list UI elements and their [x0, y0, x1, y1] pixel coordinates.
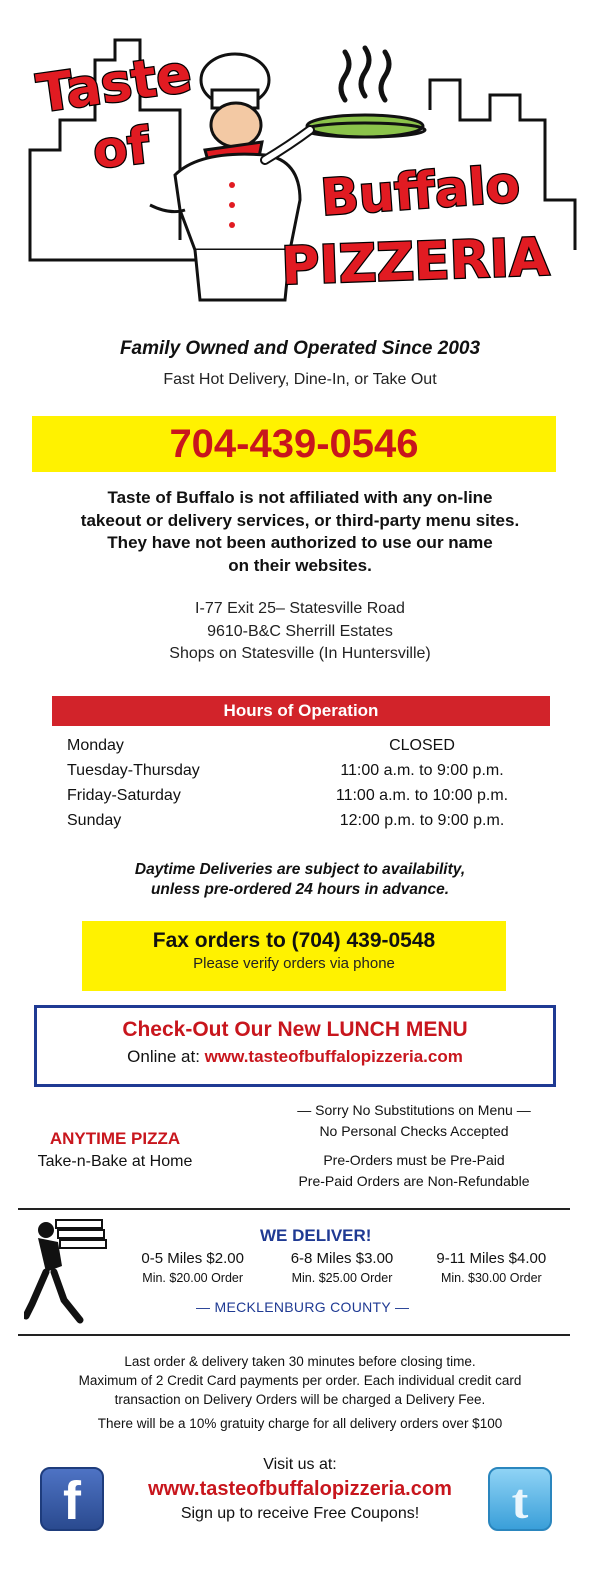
services-line: Fast Hot Delivery, Dine-In, or Take Out: [163, 371, 437, 388]
hours-day: Friday-Saturday: [67, 787, 181, 804]
policy-line: Pre-Paid Orders are Non-Refundable: [298, 1173, 530, 1189]
visit-block: [0, 1456, 600, 1523]
fine-print-line: Last order & delivery taken 30 minutes before closing time.: [124, 1354, 476, 1369]
hours-day: Monday: [67, 737, 124, 754]
policy-line: Pre-Orders must be Pre-Paid: [323, 1152, 505, 1168]
disclaimer-line: Taste of Buffalo is not affiliated with any on-line: [107, 488, 493, 507]
zone-minimum: Min. $20.00 Order: [142, 1271, 244, 1285]
disclaimer-line: on their websites.: [228, 555, 372, 575]
disclaimer-line: takeout or delivery services, or third-party menu sites.: [80, 510, 520, 530]
zone-minimum: Min. $25.00 Order: [291, 1271, 393, 1285]
divider: [18, 1334, 570, 1336]
fax-banner: [82, 921, 506, 991]
policy-line: — Sorry No Substitutions on Menu —: [297, 1102, 531, 1118]
lunch-online: [37, 1047, 553, 1067]
delivery-zone: [118, 1250, 267, 1285]
hours-time: 11:00 a.m. to 10:00 p.m.: [335, 787, 509, 804]
logo-word-pizzeria: PIZZERIA: [280, 227, 551, 297]
fine-print-line: transaction on Delivery Orders will be charged a Delivery Fee.: [114, 1392, 486, 1407]
address-line: 9610-B&C Sherrill Estates: [207, 622, 393, 640]
delivery-zone: [267, 1250, 416, 1285]
fine-print: [28, 1352, 572, 1433]
address-line: I-77 Exit 25– Statesville Road: [195, 600, 405, 617]
fax-title: Fax orders to (704) 439-0548: [152, 929, 436, 952]
phone-banner: [32, 416, 556, 472]
address-line: Shops on Statesville (In Huntersville): [169, 645, 431, 662]
hours-row: [67, 733, 537, 758]
anytime-pizza: [20, 1129, 210, 1171]
delivery-zone: [417, 1250, 566, 1285]
phone-number[interactable]: 704-439-0546: [169, 422, 419, 466]
zone-minimum: Min. $30.00 Order: [440, 1271, 542, 1285]
hours-row: [67, 808, 537, 833]
logo-artwork: [0, 0, 600, 330]
steam-icon: [341, 48, 389, 100]
fax-subtitle: Please verify orders via phone: [193, 955, 395, 972]
gratuity-line: There will be a 10% gratuity charge for all delivery orders over $100: [97, 1416, 503, 1431]
lunch-title: Check-Out Our New LUNCH MENU: [122, 1018, 468, 1041]
address: [0, 598, 600, 666]
hours-table: [67, 733, 537, 833]
policy-line: No Personal Checks Accepted: [319, 1123, 509, 1139]
policies: [250, 1100, 578, 1192]
county-label: — MECKLENBURG COUNTY —: [196, 1299, 410, 1315]
lunch-url-link[interactable]: www.tasteofbuffalopizzeria.com: [204, 1047, 463, 1066]
tagline: Family Owned and Operated Since 2003: [119, 338, 481, 359]
disclaimer: [20, 487, 580, 577]
fine-print-line: Maximum of 2 Credit Card payments per order. Each individual credit card: [78, 1373, 522, 1388]
delivery-title: WE DELIVER!: [260, 1226, 372, 1245]
visit-label: Visit us at:: [263, 1456, 337, 1473]
facebook-glyph: f: [63, 1471, 81, 1531]
hours-time: 11:00 a.m. to 9:00 p.m.: [340, 762, 504, 779]
hours-header: Hours of Operation: [52, 696, 550, 726]
hours-day: Sunday: [67, 812, 122, 829]
logo-word-taste: Taste: [33, 43, 196, 125]
disclaimer-line: They have not been authorized to use our name: [107, 533, 493, 552]
hours-time: 12:00 p.m. to 9:00 p.m.: [339, 812, 505, 829]
delivery-note-line: unless pre-ordered 24 hours in advance.: [150, 881, 450, 898]
zone-miles: 0-5 Miles $2.00: [141, 1250, 244, 1267]
website-link[interactable]: www.tasteofbuffalopizzeria.com: [148, 1478, 452, 1500]
anytime-subtitle: Take-n-Bake at Home: [37, 1153, 193, 1170]
lunch-online-label: Online at:: [127, 1047, 200, 1066]
delivery-man-icon: [24, 1216, 110, 1326]
twitter-glyph: t: [511, 1473, 529, 1529]
delivery-zones: [118, 1250, 566, 1285]
delivery-note-line: Daytime Deliveries are subject to availability,: [134, 861, 466, 878]
zone-miles: 6-8 Miles $3.00: [290, 1250, 394, 1267]
logo: [0, 0, 600, 330]
hours-day: Tuesday-Thursday: [67, 762, 200, 779]
divider: [18, 1208, 570, 1210]
zone-miles: 9-11 Miles $4.00: [436, 1250, 547, 1267]
anytime-title: ANYTIME PIZZA: [49, 1129, 181, 1148]
signup-text: Sign up to receive Free Coupons!: [180, 1505, 420, 1522]
lunch-menu-box: [34, 1005, 556, 1087]
hours-row: [67, 758, 537, 783]
hours-row: [67, 783, 537, 808]
logo-word-buffalo: Buffalo: [318, 155, 522, 227]
hours-time: CLOSED: [389, 737, 455, 754]
logo-word-of: of: [90, 116, 153, 180]
delivery-note: [0, 860, 600, 900]
